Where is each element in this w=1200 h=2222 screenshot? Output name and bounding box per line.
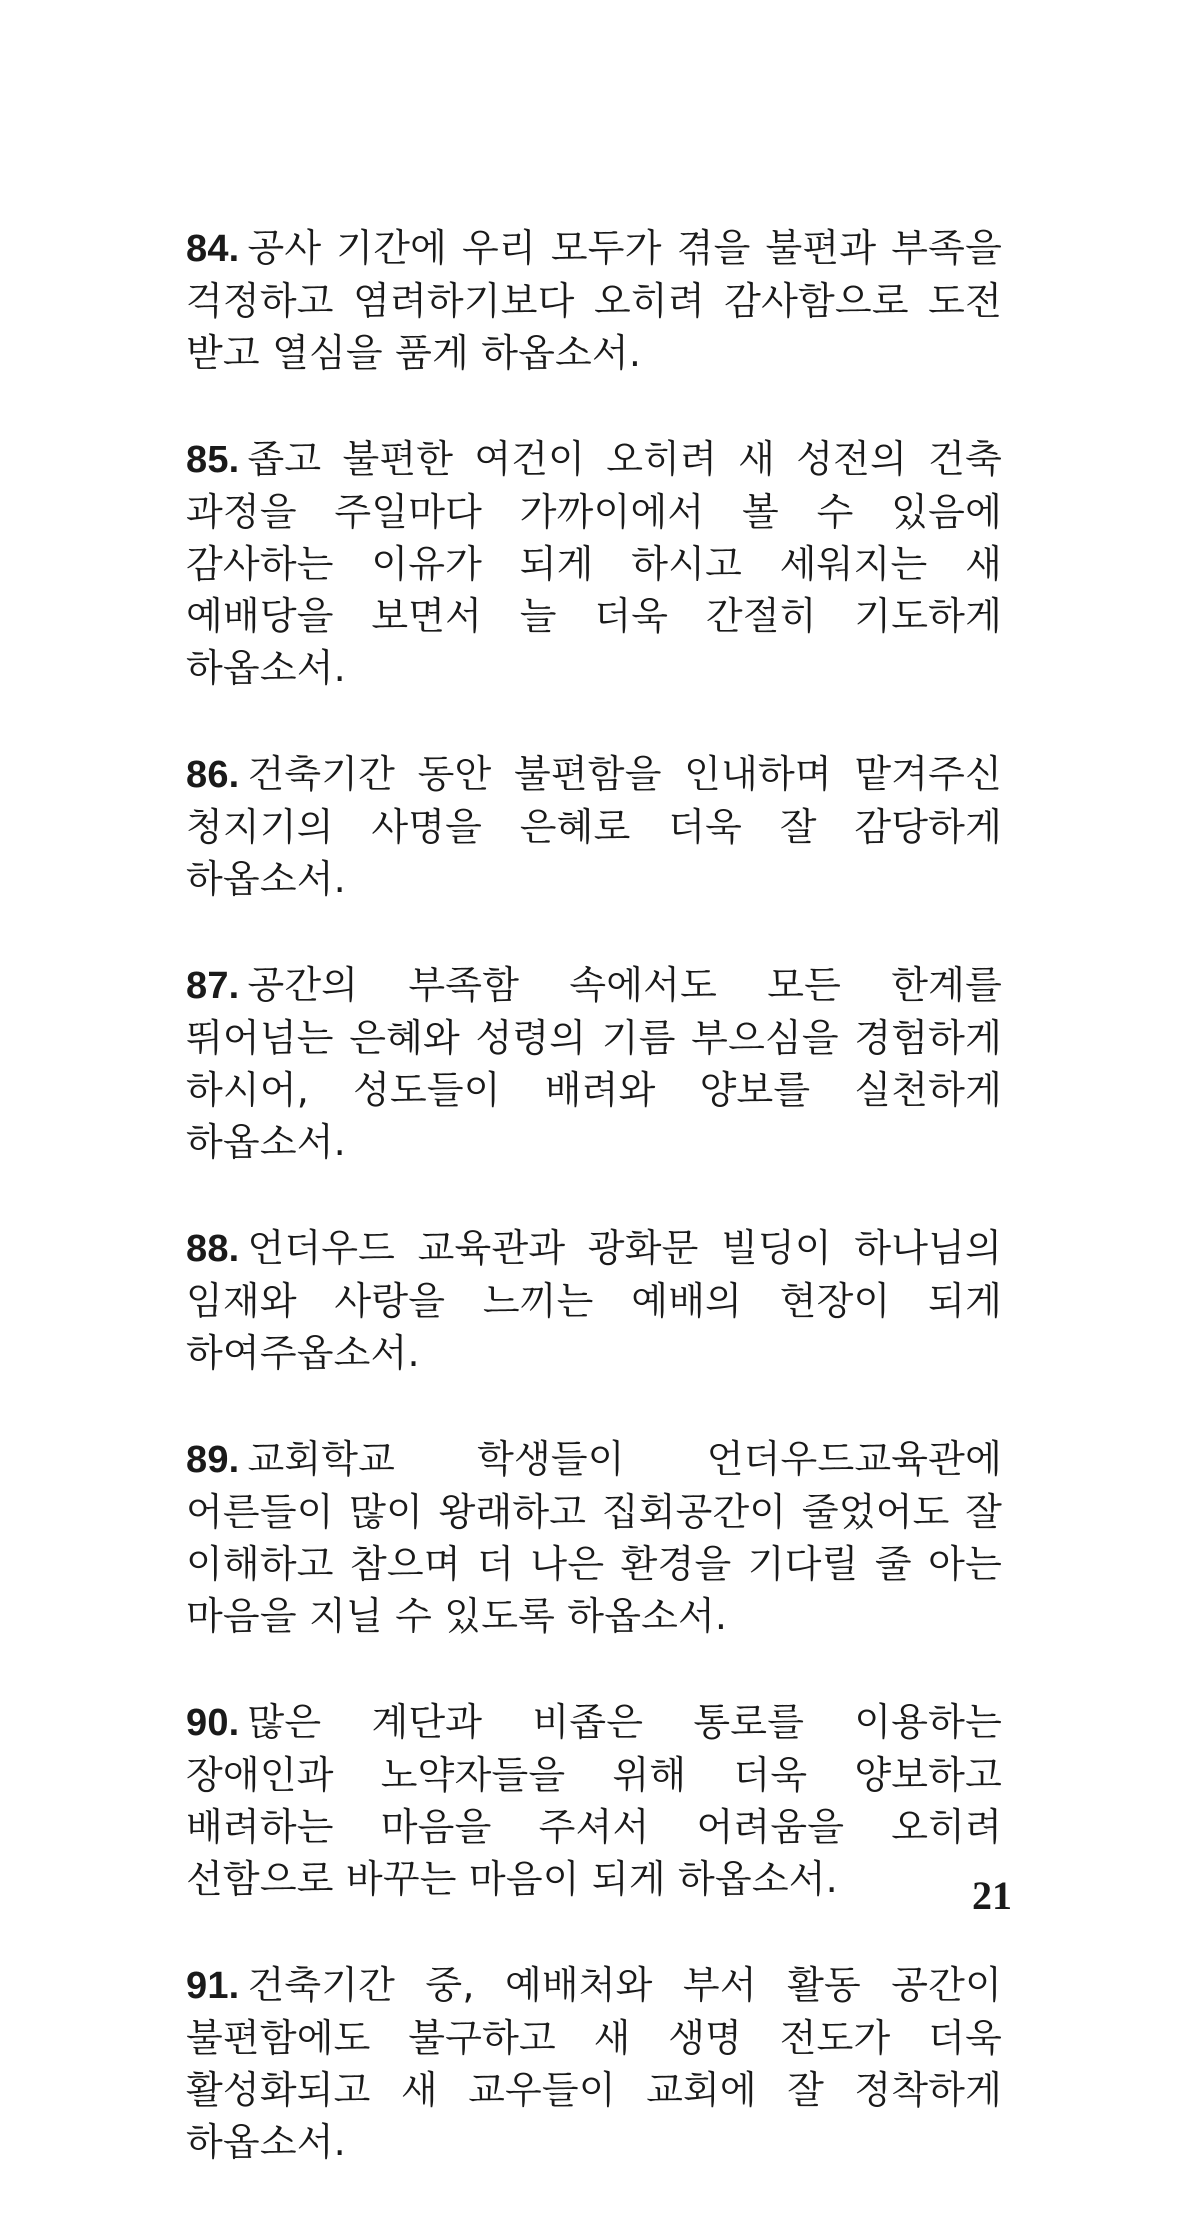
- prayer-item-85: [186, 433, 1002, 694]
- prayer-item-88: [186, 1222, 1002, 1379]
- prayer-text: 좁고 불편한 여건이 오히려 새 성전의 건축 과정을 주일마다 가까이에서 볼 수 있음에 감사하는 이유가 되게 하시고 세워지는 새 예배당을 보면서 늘 더욱 간절히 기도하게 하옵소서.: [186, 437, 1002, 690]
- prayer-number: 85.: [186, 439, 240, 481]
- prayer-text: 공사 기간에 우리 모두가 겪을 불편과 부족을 걱정하고 염려하기보다 오히려 감사함으로 도전 받고 열심을 품게 하옵소서.: [186, 226, 1002, 375]
- prayer-item-91: [186, 1959, 1002, 2168]
- prayer-number: 84.: [186, 228, 240, 270]
- prayer-text: 공간의 부족함 속에서도 모든 한계를 뛰어넘는 은혜와 성령의 기름 부으심을 경험하게 하시어, 성도들이 배려와 양보를 실천하게 하옵소서.: [186, 963, 1002, 1164]
- prayer-text: 많은 계단과 비좁은 통로를 이용하는 장애인과 노약자들을 위해 더욱 양보하고 배려하는 마음을 주셔서 어려움을 오히려 선함으로 바꾸는 마음이 되게 하옵소서.: [186, 1700, 1002, 1901]
- prayer-number: 86.: [186, 754, 240, 796]
- prayer-item-90: [186, 1696, 1002, 1905]
- page-number: 21: [972, 1873, 1012, 1918]
- prayer-item-87: [186, 959, 1002, 1168]
- prayer-number: 88.: [186, 1228, 240, 1270]
- prayer-text: 언더우드 교육관과 광화문 빌딩이 하나님의 임재와 사랑을 느끼는 예배의 현장이 되게 하여주옵소서.: [186, 1226, 1002, 1375]
- prayer-number: 90.: [186, 1702, 240, 1744]
- prayer-text: 교회학교 학생들이 언더우드교육관에 어른들이 많이 왕래하고 집회공간이 줄었어도 잘 이해하고 참으며 더 나은 환경을 기다릴 줄 아는 마음을 지닐 수 있도록 하옵소서.: [186, 1437, 1002, 1638]
- prayer-item-84: [186, 222, 1002, 379]
- prayer-text: 건축기간 중, 예배처와 부서 활동 공간이 불편함에도 불구하고 새 생명 전도가 더욱 활성화되고 새 교우들이 교회에 잘 정착하게 하옵소서.: [186, 1963, 1002, 2164]
- prayer-number: 89.: [186, 1439, 240, 1481]
- prayer-item-86: [186, 748, 1002, 905]
- prayer-number: 91.: [186, 1965, 240, 2007]
- prayer-text: 건축기간 동안 불편함을 인내하며 맡겨주신 청지기의 사명을 은혜로 더욱 잘 감당하게 하옵소서.: [186, 752, 1002, 901]
- prayer-number: 87.: [186, 965, 240, 1007]
- prayer-list: [186, 222, 1002, 2222]
- prayer-item-89: [186, 1433, 1002, 1642]
